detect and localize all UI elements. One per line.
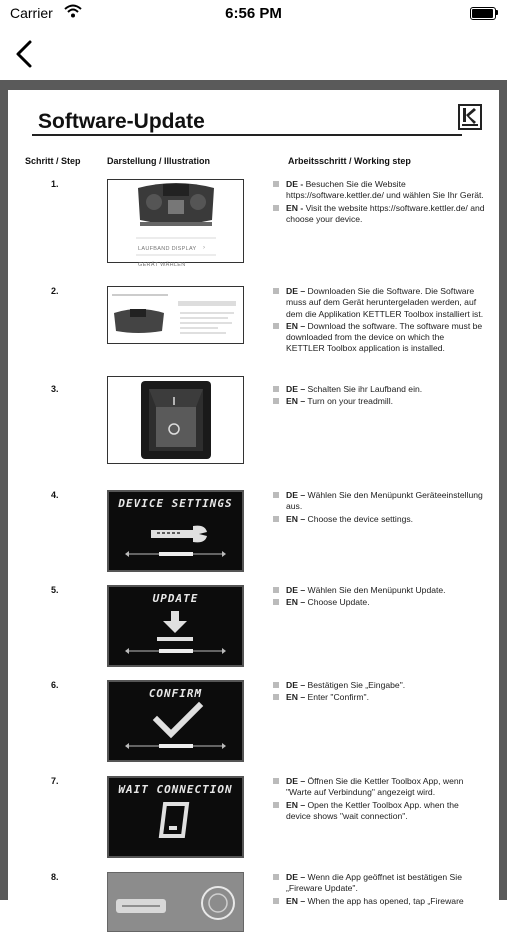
step-number: 2. [51, 286, 59, 296]
display-text: WAIT CONNECTION [118, 783, 233, 796]
column-header-illustration: Darstellung / Illustration [107, 156, 211, 166]
carrier-label: Carrier [10, 5, 53, 21]
step-text [273, 179, 485, 226]
instruction-de: DE – Öffnen Sie die Kettler Toolbox App, wenn "Warte auf Verbindung" angezeigt wird. [273, 776, 485, 799]
step-number: 3. [51, 384, 59, 394]
step-text [273, 776, 485, 823]
console-label: LAUFBAND DISPLAY [138, 246, 197, 252]
wrench-icon [151, 526, 207, 543]
illustration-display-wait-connection [107, 776, 244, 858]
battery-tip [496, 10, 498, 15]
back-button[interactable] [10, 38, 40, 70]
illustration-display-confirm [107, 680, 244, 762]
step-number: 6. [51, 680, 59, 690]
instruction-de: DE – Bestätigen Sie „Eingabe". [273, 680, 485, 691]
instruction-de: DE - Besuchen Sie die Website https://software.kettler.de/ und wählen Sie Ihr Gerät. [273, 179, 485, 202]
instruction-en: EN – Download the software. The software must be downloaded from the device on which the KETTLER Toolbox application is installed. [273, 321, 485, 355]
instruction-en: EN – Choose the device settings. [273, 514, 485, 525]
download-arrow-icon [157, 611, 193, 641]
phone-icon [161, 804, 187, 836]
illustration-app-screen [107, 872, 244, 932]
display-text: CONFIRM [148, 687, 203, 700]
instruction-de: DE – Wählen Sie den Menüpunkt Update. [273, 585, 485, 596]
step-text [273, 490, 485, 526]
instruction-de: DE – Schalten Sie ihr Laufband ein. [273, 384, 485, 395]
instruction-de: DE – Wenn die App geöffnet ist bestätigen Sie „Fireware Update". [273, 872, 485, 895]
instruction-en: EN – Choose Update. [273, 597, 485, 608]
display-text: UPDATE [152, 592, 199, 605]
illustration-display-update [107, 585, 244, 667]
kettler-logo [458, 104, 482, 130]
battery-icon [470, 7, 496, 20]
step-number: 7. [51, 776, 59, 786]
step-number: 4. [51, 490, 59, 500]
title-divider [32, 134, 462, 136]
illustration-console [107, 179, 244, 268]
status-bar [0, 0, 507, 28]
clock: 6:56 PM [225, 5, 282, 22]
instruction-en: EN – Enter "Confirm". [273, 692, 485, 703]
step-number: 5. [51, 585, 59, 595]
step-text [273, 585, 485, 610]
step-number: 1. [51, 179, 59, 189]
page-title: Software-Update [38, 110, 205, 133]
console-label: GERÄT WÄHLEN [138, 262, 186, 268]
step-number: 8. [51, 872, 59, 882]
step-text [273, 286, 485, 356]
chevron-right-icon: › [203, 245, 205, 251]
column-header-step: Schritt / Step [25, 156, 81, 166]
checkmark-icon [157, 706, 199, 734]
instruction-en: EN – Open the Kettler Toolbox App. when the device shows "wait connection". [273, 800, 485, 823]
step-text [273, 384, 485, 409]
display-text: DEVICE SETTINGS [118, 497, 233, 510]
illustration-download-page [107, 286, 244, 344]
step-text [273, 680, 485, 705]
instruction-en: EN – When the app has opened, tap „Fireware [273, 896, 485, 907]
navigation-bar [0, 28, 507, 80]
step-text [273, 872, 485, 908]
instruction-de: DE – Wählen Sie den Menüpunkt Geräteeinstellung aus. [273, 490, 485, 513]
instruction-de: DE – Downloaden Sie die Software. Die Software muss auf dem Gerät heruntergeladen werden, auf dem die Applikation KETTLER Toolbox installiert ist. [273, 286, 485, 320]
document-viewer[interactable] [0, 80, 507, 906]
chevron-left-icon [10, 38, 40, 70]
document-page [8, 90, 499, 910]
column-header-working-step: Arbeitsschritt / Working step [288, 156, 411, 166]
instruction-en: EN - Visit the website https://software.kettler.de/ and choose your device. [273, 203, 485, 226]
illustration-display-device-settings [107, 490, 244, 572]
instruction-en: EN – Turn on your treadmill. [273, 396, 485, 407]
illustration-power-switch [107, 376, 244, 464]
